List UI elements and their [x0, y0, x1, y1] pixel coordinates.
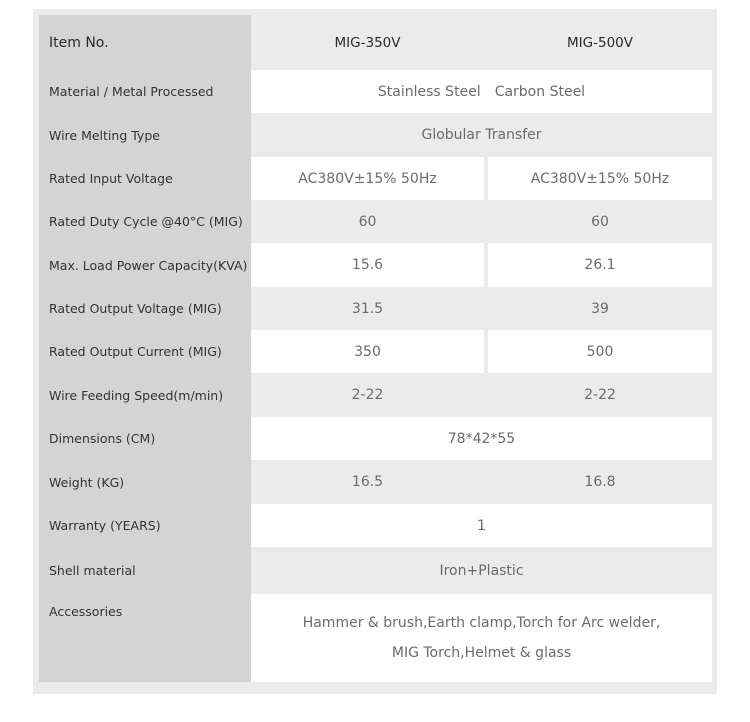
- row-value-2: 500: [488, 330, 712, 373]
- row-value-2: 26.1: [488, 243, 712, 287]
- row-value-1: 16.5: [251, 460, 484, 504]
- row-label: Dimensions (CM): [39, 417, 251, 460]
- row-label: Rated Output Voltage (MIG): [39, 287, 251, 330]
- row-label: Rated Duty Cycle @40°C (MIG): [39, 200, 251, 243]
- row-value-2: 16.8: [488, 460, 712, 504]
- row-label: Rated Output Current (MIG): [39, 330, 251, 373]
- row-label: Warranty (YEARS): [39, 504, 251, 547]
- row-value-2: AC380V±15% 50Hz: [488, 157, 712, 200]
- row-value-1: 2-22: [251, 373, 484, 417]
- row-label: Max. Load Power Capacity(KVA): [39, 243, 251, 287]
- row-label: Accessories: [39, 594, 251, 682]
- row-value: [251, 594, 712, 682]
- row-value-1: AC380V±15% 50Hz: [251, 157, 484, 200]
- header-label: Item No.: [39, 15, 251, 70]
- row-label: Rated Input Voltage: [39, 157, 251, 200]
- row-value-1: 31.5: [251, 287, 484, 330]
- row-value-1: 60: [251, 200, 484, 243]
- row-value-2: 60: [488, 200, 712, 243]
- table-row: [39, 330, 712, 373]
- row-label: Weight (KG): [39, 460, 251, 504]
- table-row: [39, 547, 712, 594]
- accessories-line-2: MIG Torch,Helmet & glass: [391, 645, 572, 661]
- table-row: [39, 417, 712, 460]
- row-value: 1: [251, 504, 712, 547]
- table-row: [39, 460, 712, 504]
- table-row: [39, 200, 712, 243]
- row-label: Wire Feeding Speed(m/min): [39, 373, 251, 417]
- row-value: [251, 70, 712, 113]
- row-value-1: 15.6: [251, 243, 484, 287]
- row-label: Shell material: [39, 547, 251, 594]
- row-value: Iron+Plastic: [251, 547, 712, 594]
- model-name-2: MIG-500V: [567, 34, 633, 51]
- material-2: Carbon Steel: [494, 83, 586, 100]
- table-row: [39, 70, 712, 113]
- row-label: Material / Metal Processed: [39, 70, 251, 113]
- table-row: [39, 373, 712, 417]
- row-value: Globular Transfer: [251, 113, 712, 157]
- table-row: [39, 287, 712, 330]
- spec-table: [39, 15, 712, 682]
- row-value: 78*42*55: [251, 417, 712, 460]
- table-row: [39, 594, 712, 682]
- table-row: [39, 157, 712, 200]
- table-header-row: [39, 15, 712, 70]
- material-1: Stainless Steel: [377, 83, 481, 100]
- row-label: Wire Melting Type: [39, 113, 251, 157]
- table-row: [39, 243, 712, 287]
- row-value-2: 39: [488, 287, 712, 330]
- table-row: [39, 113, 712, 157]
- row-value-2: 2-22: [488, 373, 712, 417]
- model-name-1: MIG-350V: [334, 34, 401, 51]
- accessories-line-1: Hammer & brush,Earth clamp,Torch for Arc welder,: [302, 615, 661, 631]
- row-value-1: 350: [251, 330, 484, 373]
- table-row: [39, 504, 712, 547]
